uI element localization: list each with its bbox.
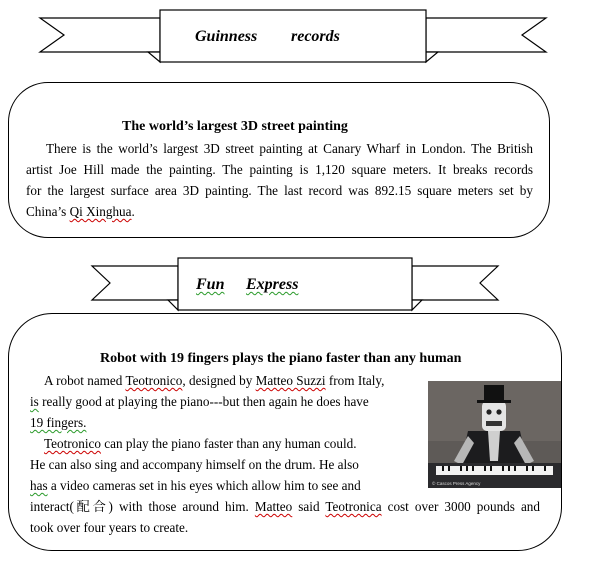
article-title-street-painting: The world’s largest 3D street painting [122,119,348,134]
name-teotronico: Teotronico [125,373,183,388]
photo-caption: © Cascos Press Agency [432,481,481,486]
text-fragment: a video cameras set in his eyes which allow him to see and [47,478,361,493]
robot-illustration [428,381,561,488]
banner-label-express: Express [246,276,299,293]
text-fragment: has [30,478,48,493]
text-fragment: , designed by [182,373,256,388]
banner-label-fun: Fun [196,276,225,293]
article-body-street-painting [26,138,533,222]
text-fragment: cost over 3000 pounds and [381,499,540,514]
banner-label-guinness: Guinness [195,28,258,45]
text-fragment: A robot named [44,373,126,388]
text-fragment: interact(配合) with those around him. [30,499,255,514]
article-title-robot: Robot with 19 fingers plays the piano faster than any human [100,351,462,366]
text-fragment: from Italy, [325,373,385,388]
fun-express-banner [90,256,500,316]
text-line: took over four years to create. [30,520,189,535]
guinness-records-banner [38,8,548,70]
text-fragment: . [131,204,135,219]
text-fragment: said [292,499,326,514]
text-fragment: really good at playing the piano---but then again he does have [38,394,369,409]
text-fragment: 19 fingers. [30,415,87,430]
text-fragment: can play the piano faster than any human could. [100,436,357,451]
text-line [26,201,533,222]
text-line [30,496,540,517]
name-teotronica: Teotronica [325,499,382,514]
robot-piano-photo [428,381,561,488]
text-line: for the largest surface area 3D painting. The last record was 892.15 square meters set by [26,183,533,198]
text-line: artist Joe Hill made the painting. The painting is 1,120 square meters. It breaks records [26,162,533,177]
text-fragment: is [30,394,39,409]
name-teotronico: Teotronico [44,436,101,451]
name-matteo: Matteo [254,499,293,514]
text-line: He can also sing and accompany himself on the drum. He also [30,457,359,472]
text-line: There is the world’s largest 3D street painting at Canary Wharf in London. The British [46,141,533,156]
name-qi-xinghua: Qi Xinghua [69,204,132,219]
text-fragment: China’s [26,204,70,219]
name-matteo-suzzi: Matteo Suzzi [255,373,326,388]
banner-label-records: records [291,28,340,45]
